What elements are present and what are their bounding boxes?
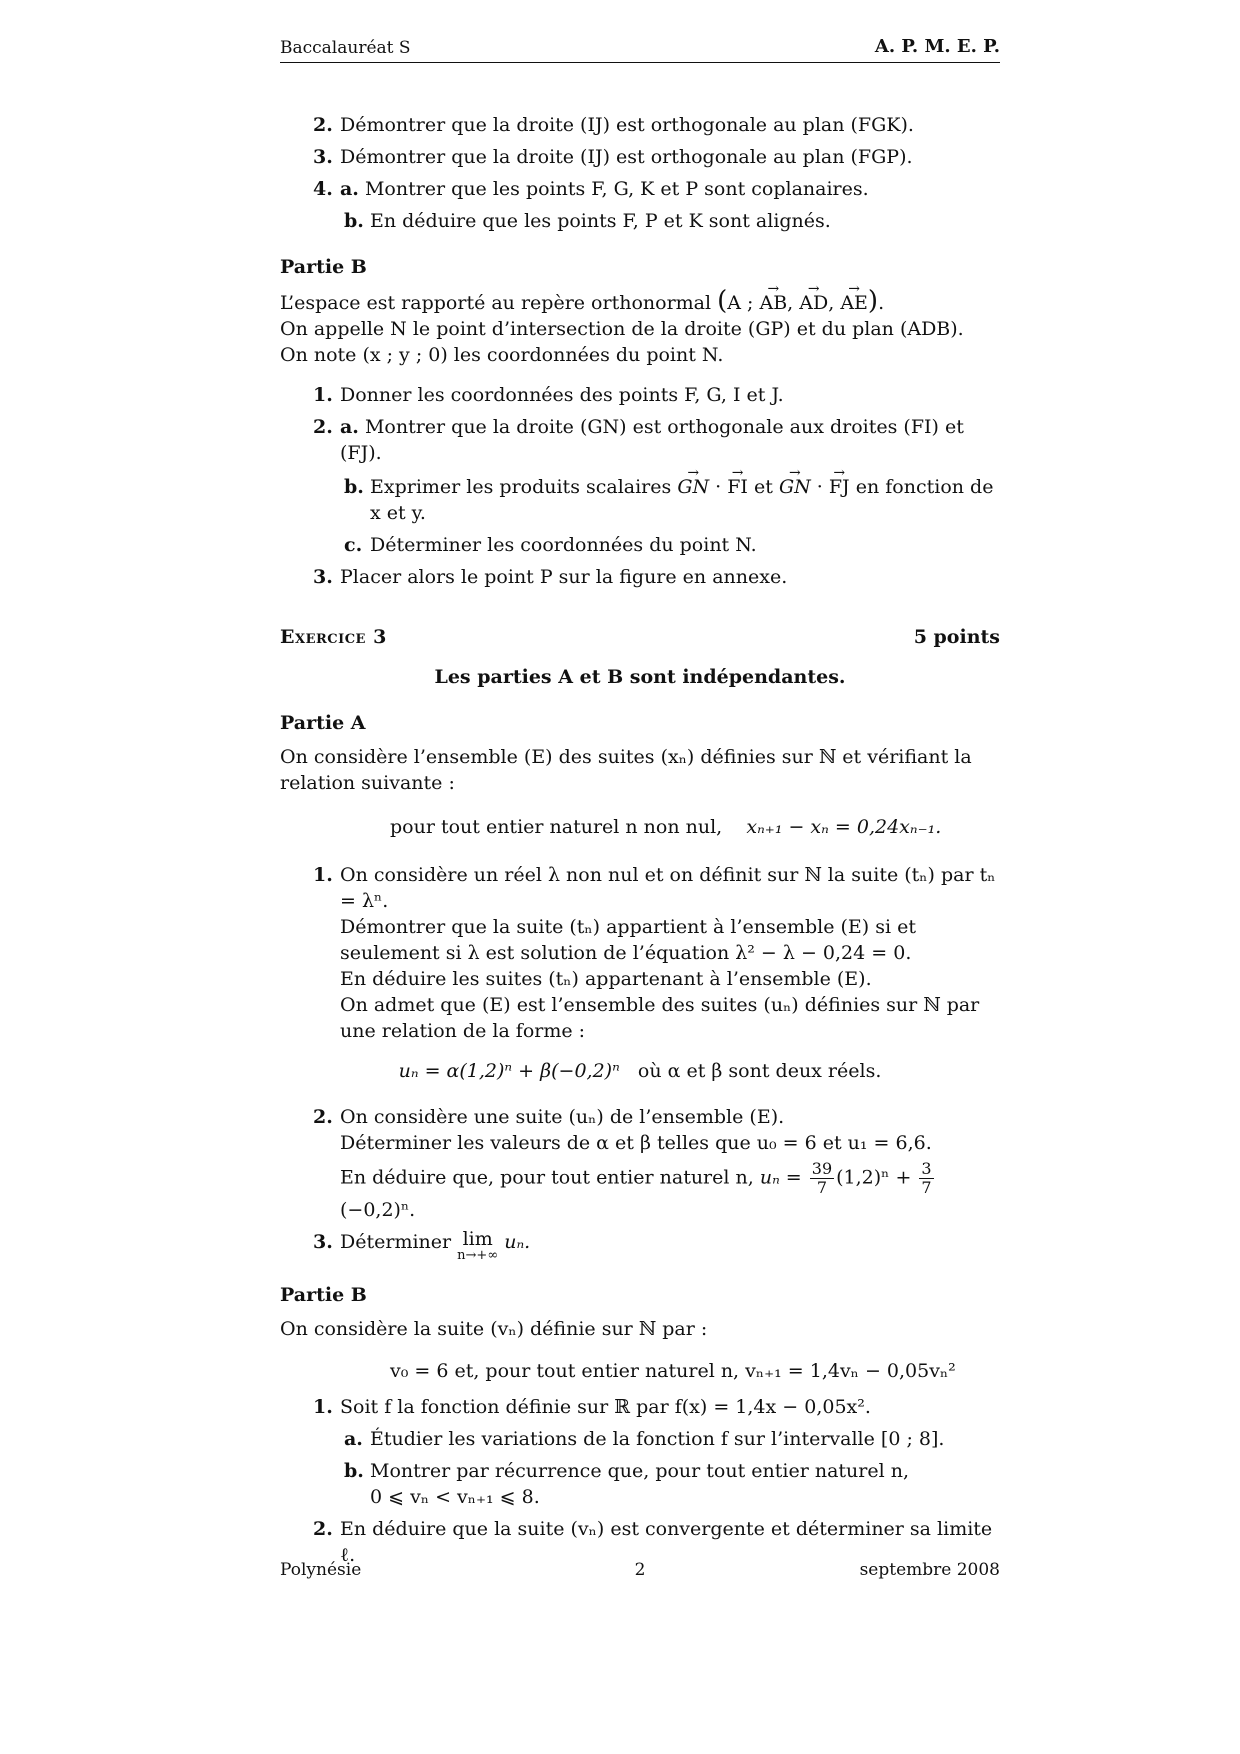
footer-right: septembre 2008 bbox=[859, 1560, 1000, 1580]
vector-ae: → AE bbox=[840, 290, 868, 316]
question-item: 2. En déduire que la suite (vₙ) est convergente et déterminer sa limite ℓ. bbox=[313, 1518, 993, 1566]
exercise-subtitle: Les parties A et B sont indépendantes. bbox=[434, 666, 846, 688]
question-item: 3. Déterminer lim n→+∞ uₙ. bbox=[313, 1228, 531, 1263]
question-item: 4. a. Montrer que les points F, G, K et P sont coplanaires. bbox=[313, 178, 869, 200]
equation: v₀ = 6 et, pour tout entier naturel n, vₙ₊₁ = 1,4vₙ − 0,05vₙ² bbox=[390, 1360, 956, 1382]
question-subitem: a. Étudier les variations de la fonction f sur l’intervalle [0 ; 8]. bbox=[344, 1428, 945, 1450]
fraction: $\frac{3}{7}$ bbox=[921, 1159, 932, 1197]
paragraph: On appelle N le point d’intersection de la droite (GP) et du plan (ADB). bbox=[280, 318, 964, 340]
fraction: $\frac{39}{7}$ bbox=[811, 1159, 833, 1197]
question-item: 2. a. Montrer que la droite (GN) est orthogonale aux droites (FI) et (FJ). bbox=[313, 416, 964, 464]
header-left: Baccalauréat S bbox=[280, 38, 411, 58]
question-item: 1. On considère un réel λ non nul et on définit sur ℕ la suite (tₙ) par tₙ = λⁿ. Démontrer que la suite (tₙ) appartient à l’ensemble (E) si et seulement si λ est solution de l’équation λ² − λ − 0,24 = 0. En déduire les suites (tₙ) appartenant à l’ensemble (E). On admet que (E) est l’ensemble des suites (uₙ) définies sur ℕ par une relation de la forme : bbox=[313, 864, 996, 1042]
page-number: 2 bbox=[634, 1560, 646, 1580]
page-body bbox=[280, 112, 1000, 1574]
section-title: Partie B bbox=[280, 1284, 367, 1306]
exercise-points: 5 points bbox=[913, 626, 1000, 648]
vector-ab: → AB bbox=[759, 290, 787, 316]
question-subitem: c. Déterminer les coordonnées du point N. bbox=[344, 534, 757, 556]
exercise-title: Exercice 3 bbox=[280, 626, 387, 648]
question-subitem: b. Montrer par récurrence que, pour tout entier naturel n, 0 ⩽ vₙ < vₙ₊₁ ⩽ 8. bbox=[344, 1460, 909, 1508]
paragraph: On note (x ; y ; 0) les coordonnées du point N. bbox=[280, 344, 724, 366]
exercise-header bbox=[280, 624, 1000, 650]
vector-ad: → AD bbox=[799, 290, 828, 316]
question-item: 2. On considère une suite (uₙ) de l’ensemble (E). Déterminer les valeurs de α et β telles que u₀ = 6 et u₁ = 6,6. En déduire que, pour tout entier naturel n, uₙ = $\frac{39}{7}$ (1,2)ⁿ + $\frac{3}{7}$ (−0,2)ⁿ. bbox=[313, 1106, 932, 1221]
equation: uₙ = α(1,2)ⁿ + β(−0,2)ⁿ où α et β sont deux réels. bbox=[398, 1060, 882, 1082]
question-subitem: b. En déduire que les points F, P et K sont alignés. bbox=[344, 210, 831, 232]
paragraph: On considère l’ensemble (E) des suites (xₙ) définies sur ℕ et vérifiant la relation suivante : bbox=[280, 746, 972, 794]
page-header bbox=[280, 36, 1000, 63]
paragraph: On considère la suite (vₙ) définie sur ℕ par : bbox=[280, 1318, 708, 1340]
section-title: Partie A bbox=[280, 712, 366, 734]
question-item: 3. Placer alors le point P sur la figure en annexe. bbox=[313, 566, 788, 588]
question-item: 2. Démontrer que la droite (IJ) est orthogonale au plan (FGK). bbox=[313, 114, 914, 136]
header-right: A. P. M. E. P. bbox=[874, 36, 1000, 57]
question-subitem: b. Exprimer les produits scalaires → GN · → FI et → GN · → FJ en fonction de x et y. bbox=[280, 474, 1000, 526]
question-item: 1. Donner les coordonnées des points F, G, I et J. bbox=[313, 384, 784, 406]
limit: lim n→+∞ bbox=[457, 1228, 499, 1263]
equation: pour tout entier naturel n non nul, xₙ₊₁ − xₙ = 0,24xₙ₋₁. bbox=[390, 816, 942, 838]
footer-left: Polynésie bbox=[280, 1560, 362, 1580]
paragraph: L’espace est rapporté au repère orthonormal (A ; → AB, → AD, → AE). bbox=[280, 288, 1000, 316]
section-title: Partie B bbox=[280, 256, 367, 278]
question-item: 3. Démontrer que la droite (IJ) est orthogonale au plan (FGP). bbox=[313, 146, 913, 168]
question-item: 1. Soit f la fonction définie sur ℝ par f(x) = 1,4x − 0,05x². bbox=[313, 1396, 871, 1418]
